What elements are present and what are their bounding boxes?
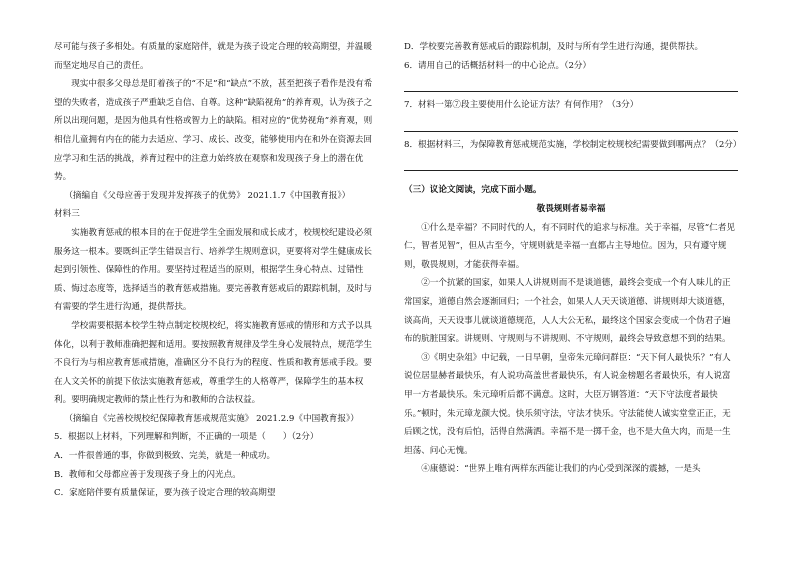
essay-title: 敬畏规则者易幸福 <box>536 203 606 214</box>
paragraph-discipline-purpose: 实施教育惩戒的根本目的在于促进学生全面发展和成长成才，校规校纪建设必须服务这一根本。要既纠正学生错误言行、培养学生规则意识，更要将对学生健康成长起到引领性、保障性的作用。要坚持过程适当的原则，根据学生身心特点、过错性质、悔过态度等，选择适当的教育惩戒措施。要完善教育惩戒后的跟踪机制，及时与有需要的学生进行沟通，提供帮扶。 <box>54 227 372 313</box>
left-column <box>54 38 380 503</box>
question-6: 6．请用自己的话概括材料一的中心论点。（2分） <box>404 60 592 71</box>
question-7: 7．材料一第⑦段主要使用什么论证方法？有何作用？（3分） <box>404 100 639 111</box>
essay-paragraph-1: ①什么是幸福？不同时代的人，有不同时代的追求与标准。关于幸福，尽管“仁者见仁，智者见智”，但从古至今，守规则就是幸福一直都占主导地位。因为，只有遵守规则，敬畏规则，才能获得幸福。 <box>404 222 735 270</box>
question-5-option-d: D．学校要完善教育惩戒后的跟踪机制，及时与所有学生进行沟通，提供帮扶。 <box>404 42 704 52</box>
essay-paragraph-3: ③《明史杂俎》中记载，一日早朝，皇帝朱元璋问群臣：“天下何人最快乐？”有人说位居显赫者最快乐，有人说功高盖世者最快乐，有人说金榜题名者最快乐，有人说富甲一方者最快乐。朱元璋听后都不满意。这时，大臣万钢答道：“天下守法度者最快乐。”顿时，朱元璋龙颜大悦。快乐须守法，守法才快乐。守法能使人诚实堂堂正正，无后顾之忧，没有后怕，活得自然满洒。幸福不是一掷千金，也不是大鱼大肉，而是一生坦荡、问心无愧。 <box>404 352 731 456</box>
essay-paragraph-2: ②一个抗紧的国家，如果人人讲规则而不是谈道德，最终会变成一个有人味儿的正常国家，道德自然会逐渐回归；一个社会，如果人人天天谈道德、讲规则却大谈道德，谈高尚，天天设事儿就谈道德规范，人人大公无私，最终这个国家会变成一个伪君子遍布的肮脏国家。讲规则、守规则与不讲规则、不守规则，最终会导致意想不到的结果。 <box>404 278 731 345</box>
paragraph-family-companionship: 尽可能与孩子多相处。有质量的家庭陪伴，就是为孩子设定合理的较高期望，并温暖而坚定地尽自己的责任。 <box>54 42 372 71</box>
paragraph-strength-perspective: 现实中很多父母总是盯着孩子的“不足”和“缺点”不放，甚至把孩子看作是没有希望的失败者，造成孩子严重缺乏自信、自尊。这种“缺陷视角”的养育观，认为孩子之所以出现问题，是因为他具有性格或智力上的缺陷。相对应的“优势视角”养育观，则相信儿童拥有内在的能力去适应、学习、成长、改变，能够使用内在和外在资源去回应学习和生活的挑战，养育过程中的注意力始终放在观察和发现孩子身上的潜在优势。 <box>54 79 373 183</box>
question-8: 8．根据材料三，为保障教育惩戒规范实施，学校制定校规校纪需要做到哪两点？（2分） <box>404 139 742 150</box>
answer-line-q8 <box>404 154 738 171</box>
answer-line-q6 <box>404 75 738 92</box>
essay-paragraph-4: ④康德说：“世界上唯有两样东西能让我们的内心受到深深的震撼，一是头 <box>421 464 701 475</box>
right-column <box>404 38 742 479</box>
question-5: 5．根据以上材料，下列理解和判断，不正确的一项是（ ）（2分） <box>54 432 319 443</box>
question-5-option-b: B．教师和父母都应善于发现孩子身上的闪光点。 <box>54 469 241 480</box>
question-5-option-a: A．一件很普通的事，你做到极致、完美，就是一种成功。 <box>54 451 276 462</box>
section-heading-argumentative: （三）议论文阅读，完成下面小题。 <box>404 185 542 196</box>
material-3-heading: 材料三 <box>54 209 80 220</box>
source-citation-material-2: （摘编自《父母应善于发现并发挥孩子的优势》 2021.1.7《中国教育报》） <box>64 190 351 201</box>
paragraph-school-rules: 学校需要根据本校学生特点制定校规校纪，将实施教育惩戒的情形和方式予以具体化，以利于教师准确把握和适用。要按照教育规律及学生身心发展特点，规范学生不良行为与相应教育惩戒措施，准确区分不良行为的程度、性质和教育惩戒手段。要在人文关怀的前提下依法实施教育惩戒，尊重学生的人格尊严，保障学生的基本权利。要明确规定教师的禁止性行为和教师的合法权益。 <box>54 320 372 406</box>
source-citation-material-3: （摘编自《完善校规校纪保障教育惩戒规范实施》 2021.2.9《中国教育报》） <box>64 413 359 424</box>
answer-line-q7 <box>404 115 738 132</box>
question-5-option-c: C．家庭陪伴要有质量保证，要为孩子设定合理的较高期望 <box>54 488 276 499</box>
